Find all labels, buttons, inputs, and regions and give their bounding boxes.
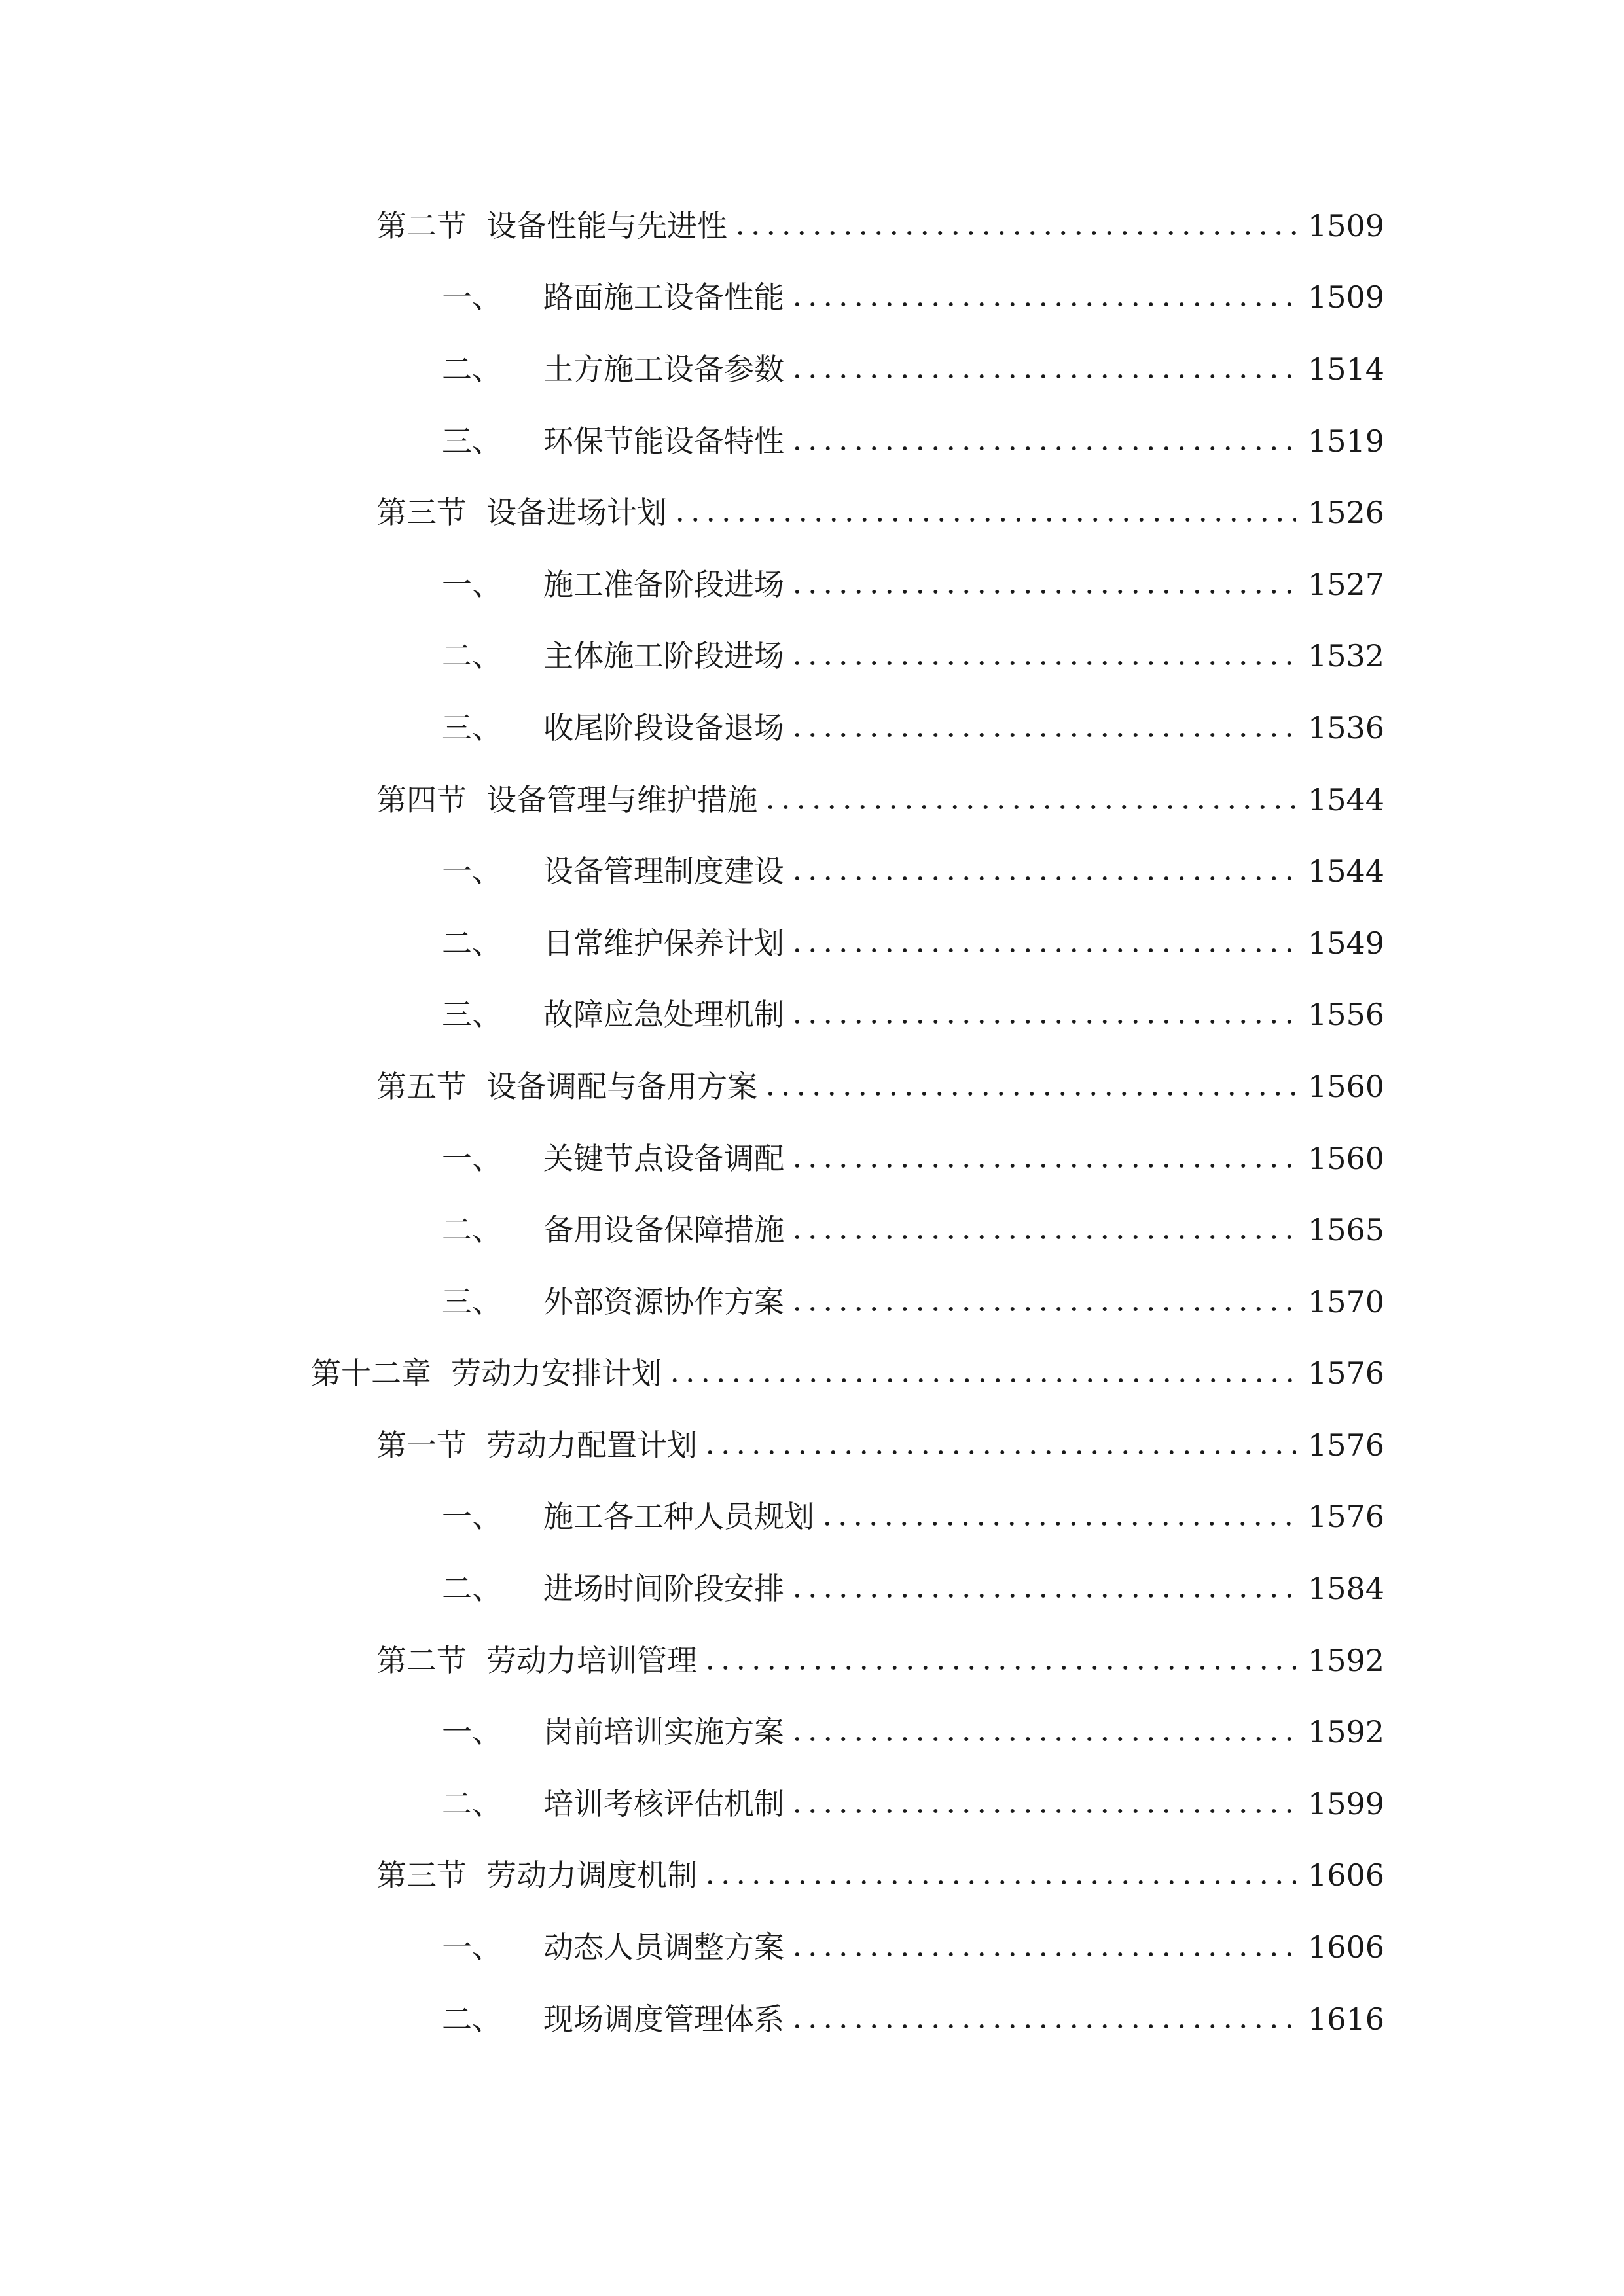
toc-entry[interactable] (0, 979, 1624, 1051)
toc-entry[interactable] (0, 1122, 1624, 1194)
dot-leader (763, 1092, 1296, 1096)
toc-entry-number: 一、 (442, 1140, 502, 1176)
toc-entry-number: 二、 (442, 351, 502, 387)
toc-entry-number: 二、 (442, 1785, 502, 1821)
dot-leader (789, 446, 1296, 450)
toc-entry-number: 一、 (442, 1499, 502, 1535)
toc-entry-number: 三、 (442, 423, 502, 459)
toc-entry[interactable] (0, 620, 1624, 692)
dot-leader (789, 590, 1296, 594)
toc-entry-page-number: 1560 (1308, 1068, 1385, 1104)
toc-entry-title: 外部资源协作方案 (543, 1283, 784, 1319)
dot-leader (789, 1737, 1296, 1741)
toc-entry-number: 一、 (442, 1929, 502, 1965)
toc-entry-number: 第三节 (376, 495, 467, 531)
toc-entry[interactable] (0, 764, 1624, 836)
toc-entry-page-number: 1592 (1308, 1714, 1385, 1750)
toc-entry-title: 主体施工阶段进场 (543, 638, 784, 674)
toc-entry[interactable] (0, 1624, 1624, 1696)
toc-entry[interactable] (0, 1768, 1624, 1840)
toc-entry-title: 环保节能设备特性 (543, 423, 784, 459)
toc-entry-number: 第二节 (376, 207, 467, 243)
dot-leader (789, 1809, 1296, 1813)
toc-entry[interactable] (0, 692, 1624, 764)
toc-entry[interactable] (0, 1983, 1624, 2055)
toc-entry[interactable] (0, 405, 1624, 477)
dot-leader (789, 733, 1296, 737)
toc-entry-title: 收尾阶段设备退场 (543, 709, 784, 745)
toc-entry-title: 设备管理与维护措施 (486, 781, 757, 817)
toc-entry[interactable] (0, 262, 1624, 334)
toc-entry-page-number: 1519 (1308, 423, 1385, 459)
toc-entry-number: 二、 (442, 1571, 502, 1607)
toc-entry-page-number: 1514 (1308, 351, 1385, 387)
toc-entry-page-number: 1544 (1308, 853, 1385, 889)
dot-leader (789, 876, 1296, 880)
dot-leader (789, 1307, 1296, 1311)
toc-entry-title: 设备进场计划 (486, 495, 667, 531)
toc-entry-number: 二、 (442, 638, 502, 674)
toc-entry-number: 一、 (442, 1714, 502, 1750)
toc-entry-number: 三、 (442, 1283, 502, 1319)
toc-entry-title: 故障应急处理机制 (543, 997, 784, 1033)
dot-leader (789, 1952, 1296, 1956)
toc-entry-number: 第一节 (376, 1427, 467, 1463)
toc-entry-title: 日常维护保养计划 (543, 925, 784, 961)
toc-entry[interactable] (0, 1194, 1624, 1266)
toc-entry-page-number: 1532 (1308, 638, 1385, 674)
toc-entry[interactable] (0, 1338, 1624, 1410)
toc-entry-number: 一、 (442, 279, 502, 315)
toc-entry[interactable] (0, 907, 1624, 979)
dot-leader (667, 1378, 1296, 1382)
toc-entry-page-number: 1556 (1308, 997, 1385, 1033)
toc-entry-number: 第四节 (376, 781, 467, 817)
toc-entry-page-number: 1536 (1308, 709, 1385, 745)
toc-entry-title: 备用设备保障措施 (543, 1212, 784, 1248)
toc-entry-number: 二、 (442, 2001, 502, 2037)
toc-entry[interactable] (0, 1050, 1624, 1122)
toc-entry[interactable] (0, 1409, 1624, 1481)
toc-entry-page-number: 1616 (1308, 2001, 1385, 2037)
toc-entry-title: 设备管理制度建设 (543, 853, 784, 889)
toc-entry-page-number: 1606 (1308, 1857, 1385, 1893)
toc-entry-title: 进场时间阶段安排 (543, 1571, 784, 1607)
toc-entry-page-number: 1560 (1308, 1140, 1385, 1176)
toc-entry-number: 一、 (442, 566, 502, 602)
dot-leader (789, 1235, 1296, 1239)
toc-entry-page-number: 1565 (1308, 1212, 1385, 1248)
toc-entry[interactable] (0, 476, 1624, 548)
toc-entry-title: 设备调配与备用方案 (486, 1068, 757, 1104)
toc-entry-page-number: 1576 (1308, 1499, 1385, 1535)
toc-entry-page-number: 1549 (1308, 925, 1385, 961)
toc-entry[interactable] (0, 1266, 1624, 1338)
toc-entry-title: 路面施工设备性能 (543, 279, 784, 315)
toc-entry-number: 第三节 (376, 1857, 467, 1893)
toc-entry-page-number: 1526 (1308, 495, 1385, 531)
toc-entry-page-number: 1509 (1308, 279, 1385, 315)
toc-entry-title: 现场调度管理体系 (543, 2001, 784, 2037)
dot-leader (789, 302, 1296, 306)
dot-leader (789, 1164, 1296, 1168)
toc-entry-page-number: 1527 (1308, 566, 1385, 602)
toc-entry-number: 三、 (442, 709, 502, 745)
toc-entry-page-number: 1576 (1308, 1427, 1385, 1463)
toc-entry-title: 劳动力配置计划 (486, 1427, 697, 1463)
toc-entry[interactable] (0, 1552, 1624, 1624)
toc-entry[interactable] (0, 1840, 1624, 1912)
toc-entry-number: 二、 (442, 1212, 502, 1248)
toc-entry-title: 培训考核评估机制 (543, 1785, 784, 1821)
toc-entry-number: 一、 (442, 853, 502, 889)
dot-leader (789, 1594, 1296, 1598)
toc-entry-title: 土方施工设备参数 (543, 351, 784, 387)
toc-entry-page-number: 1544 (1308, 781, 1385, 817)
toc-entry-page-number: 1570 (1308, 1283, 1385, 1319)
toc-entry[interactable] (0, 1481, 1624, 1553)
dot-leader (702, 1450, 1296, 1454)
toc-entry-title: 设备性能与先进性 (486, 207, 727, 243)
dot-leader (789, 1020, 1296, 1024)
toc-entry-number: 二、 (442, 925, 502, 961)
toc-entry-number: 第十二章 (311, 1355, 431, 1391)
dot-leader (789, 2024, 1296, 2028)
toc-entry-page-number: 1509 (1308, 207, 1385, 243)
toc-entry[interactable] (0, 548, 1624, 620)
toc-entry-title: 劳动力培训管理 (486, 1642, 697, 1678)
toc-entry-title: 施工各工种人员规划 (543, 1499, 814, 1535)
dot-leader (789, 374, 1296, 378)
dot-leader (789, 661, 1296, 665)
dot-leader (763, 805, 1296, 809)
dot-leader (672, 518, 1296, 522)
toc-entry[interactable] (0, 333, 1624, 405)
toc-entry-page-number: 1576 (1308, 1355, 1385, 1391)
toc-entry[interactable] (0, 190, 1624, 262)
toc-entry-number: 第五节 (376, 1068, 467, 1104)
toc-entry-page-number: 1599 (1308, 1785, 1385, 1821)
dot-leader (702, 1666, 1296, 1670)
dot-leader (732, 231, 1296, 235)
toc-entry[interactable] (0, 835, 1624, 907)
toc-entry-page-number: 1606 (1308, 1929, 1385, 1965)
toc-entry-page-number: 1592 (1308, 1642, 1385, 1678)
dot-leader (789, 948, 1296, 952)
toc-entry-number: 三、 (442, 997, 502, 1033)
dot-leader (820, 1522, 1296, 1526)
toc-entry-page-number: 1584 (1308, 1571, 1385, 1607)
toc-entry-number: 第二节 (376, 1642, 467, 1678)
toc-entry[interactable] (0, 1696, 1624, 1768)
dot-leader (702, 1880, 1296, 1884)
toc-entry-title: 施工准备阶段进场 (543, 566, 784, 602)
toc-entry-title: 劳动力安排计划 (451, 1355, 662, 1391)
toc-entry-title: 劳动力调度机制 (486, 1857, 697, 1893)
toc-entry-title: 动态人员调整方案 (543, 1929, 784, 1965)
toc-entry[interactable] (0, 1911, 1624, 1983)
toc-entry-title: 关键节点设备调配 (543, 1140, 784, 1176)
toc-entry-title: 岗前培训实施方案 (543, 1714, 784, 1750)
table-of-contents (0, 190, 1624, 2054)
